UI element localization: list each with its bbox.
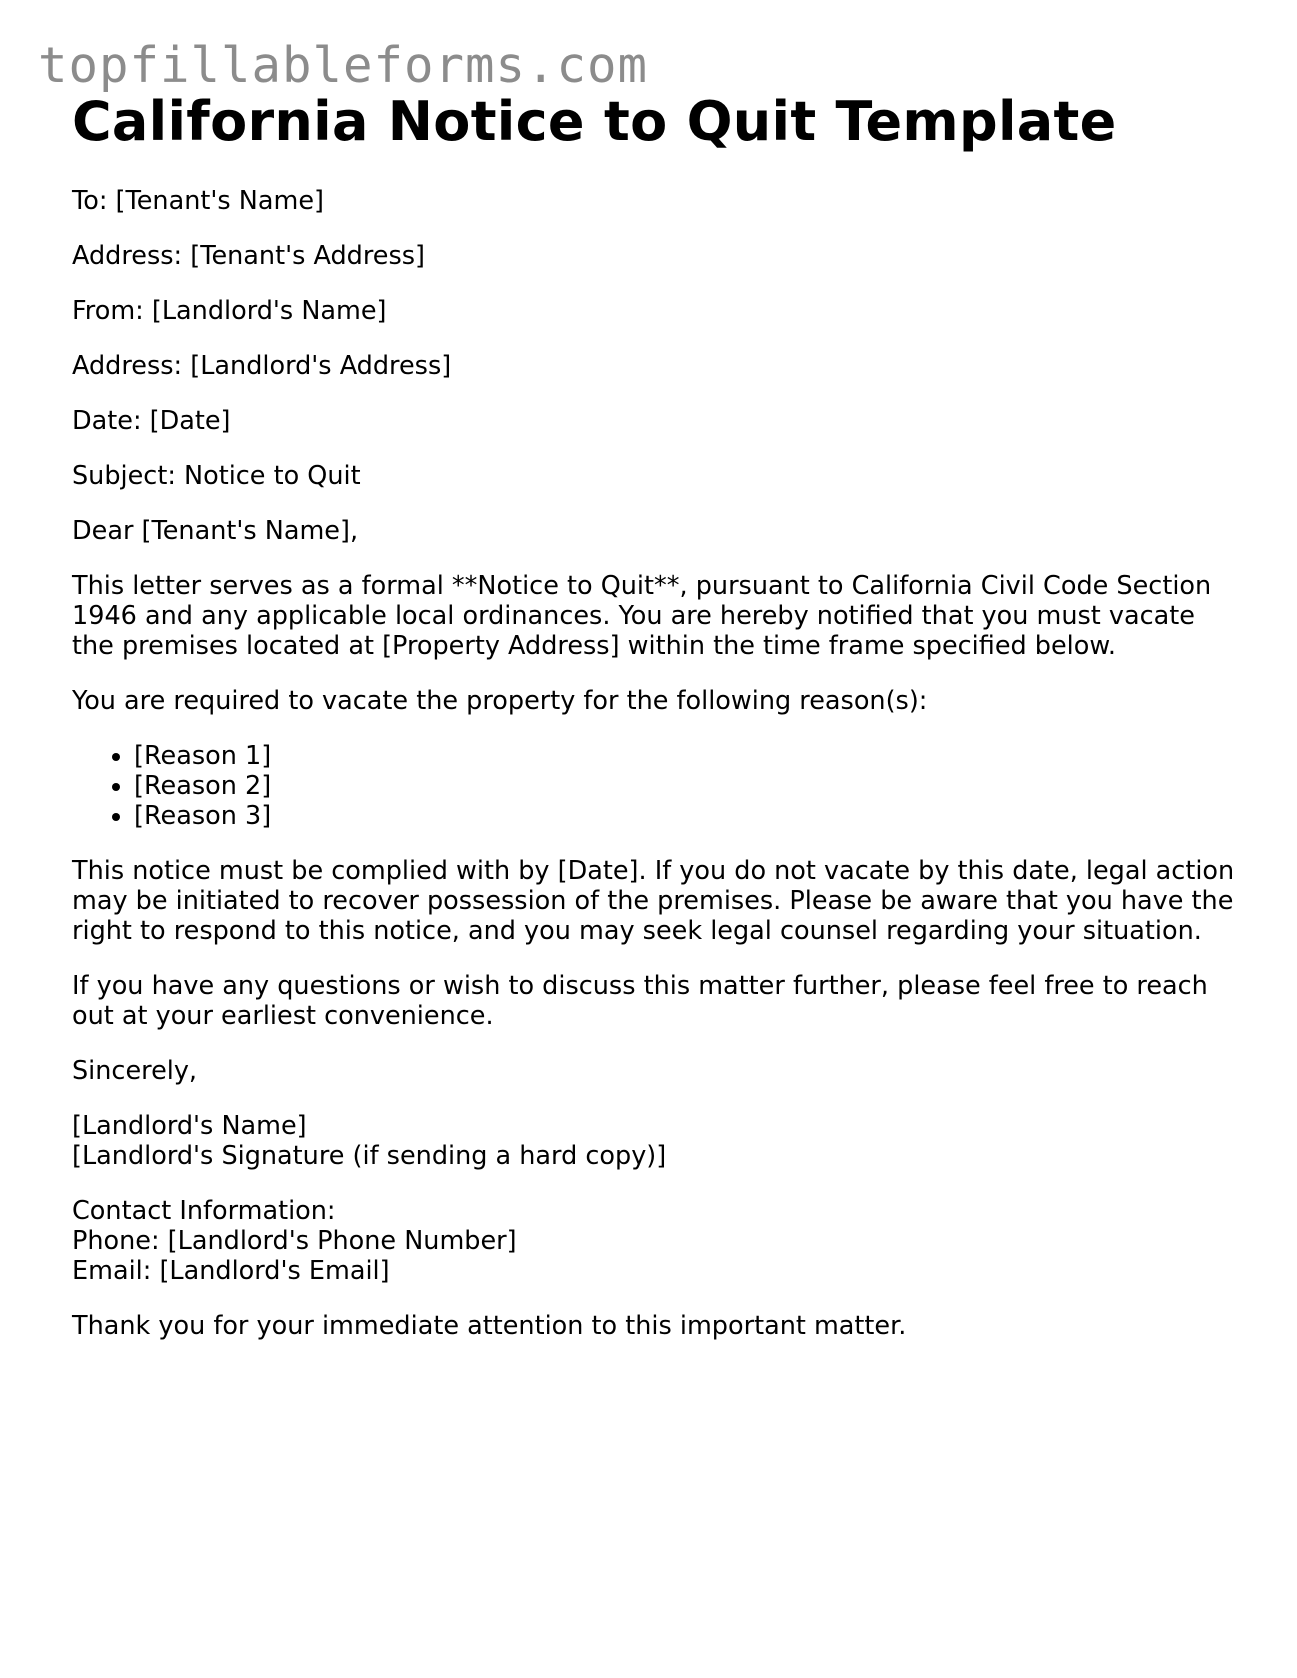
- landlord-signature: [Landlord's Signature (if sending a hard copy)]: [72, 1141, 667, 1171]
- document-page: [72, 88, 1242, 1366]
- list-item: • [Reason 3]: [134, 801, 1242, 831]
- watermark-text: topfillableforms.com: [38, 37, 649, 94]
- contact-block: [72, 1196, 1242, 1286]
- list-item: • [Reason 2]: [134, 771, 1242, 801]
- to-line: To: [Tenant's Name]: [72, 186, 324, 216]
- contact-heading: Contact Information:: [72, 1196, 336, 1226]
- tenant-address-line: Address: [Tenant's Address]: [72, 241, 425, 271]
- contact-email: Email: [Landlord's Email]: [72, 1256, 390, 1286]
- reasons-intro: You are required to vacate the property for the following reason(s):: [72, 686, 928, 716]
- date-line: Date: [Date]: [72, 406, 231, 436]
- intro-paragraph: This letter serves as a formal **Notice to Quit**, pursuant to California Civil Code Section 1946 and any applicable local ordinances. You are hereby notified that you must vacate the premises located at [Property Address] within the time frame specified below.: [72, 571, 1212, 661]
- subject-line: Subject: Notice to Quit: [72, 461, 361, 491]
- contact-phone: Phone: [Landlord's Phone Number]: [72, 1226, 517, 1256]
- thanks-line: Thank you for your immediate attention to this important matter.: [72, 1311, 907, 1341]
- landlord-name: [Landlord's Name]: [72, 1111, 307, 1141]
- landlord-address-line: Address: [Landlord's Address]: [72, 351, 452, 381]
- compliance-paragraph: This notice must be complied with by [Date]. If you do not vacate by this date, legal action may be initiated to recover possession of the premises. Please be aware that you have the right to respond to this notice, and you may seek legal counsel regarding your situation.: [72, 856, 1235, 946]
- salutation: Dear [Tenant's Name],: [72, 516, 359, 546]
- from-line: From: [Landlord's Name]: [72, 296, 387, 326]
- reasons-list: [72, 741, 1242, 831]
- sign-off: Sincerely,: [72, 1056, 198, 1086]
- signature-block: [72, 1111, 1242, 1171]
- list-item: • [Reason 1]: [134, 741, 1242, 771]
- questions-paragraph: If you have any questions or wish to discuss this matter further, please feel free to reach out at your earliest convenience.: [72, 971, 1208, 1031]
- page-title: California Notice to Quit Template: [72, 90, 1117, 153]
